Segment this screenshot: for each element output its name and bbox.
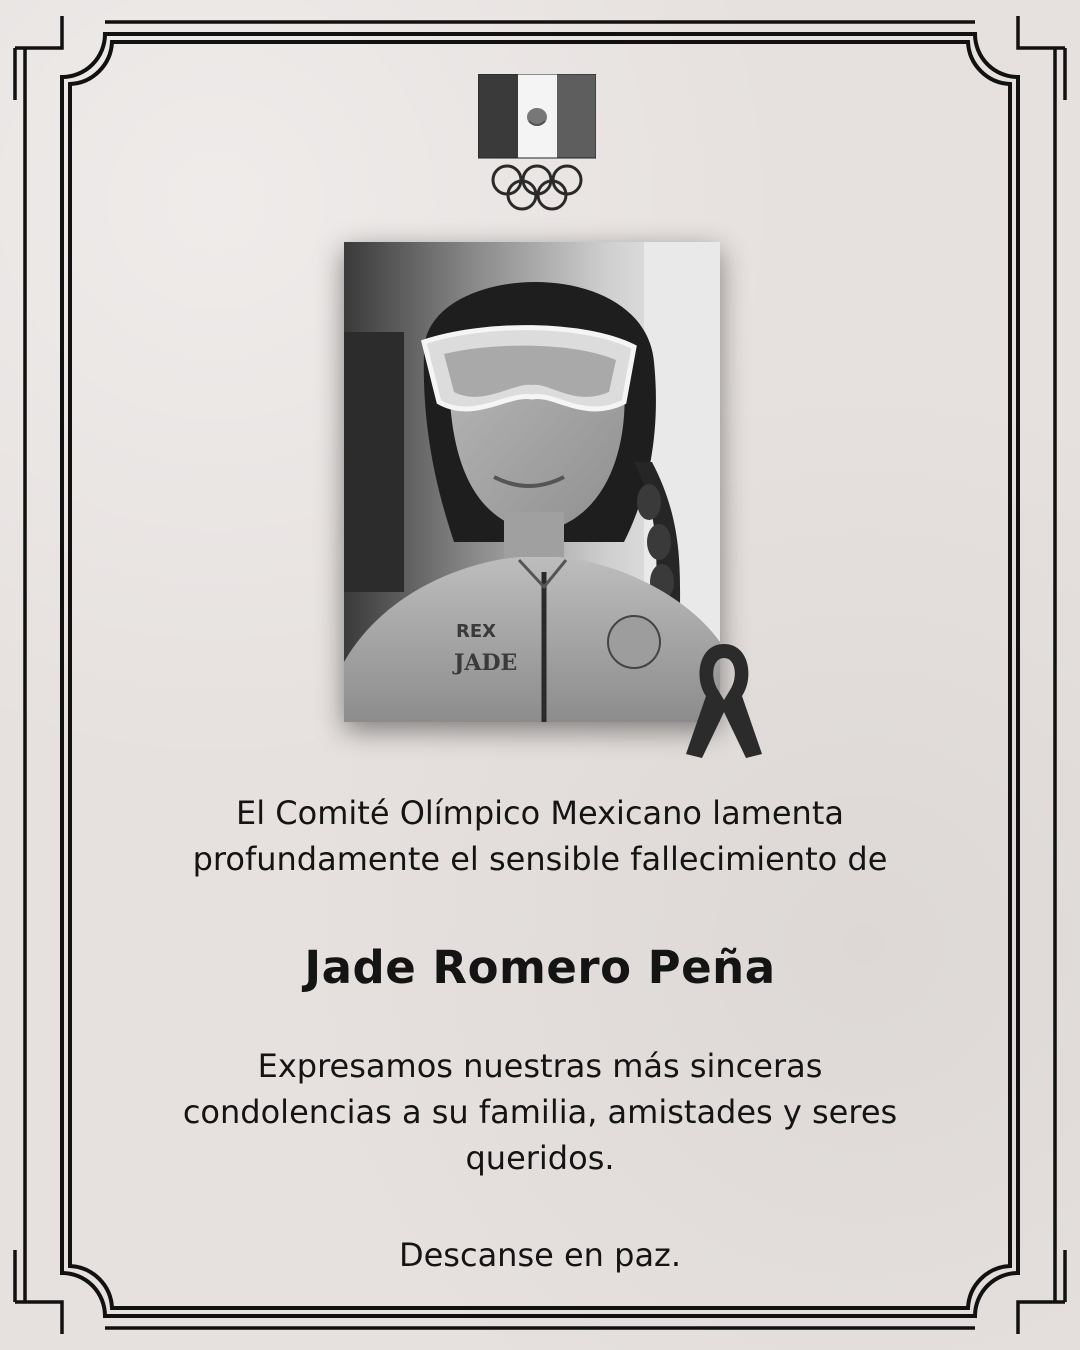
condolences-line-3: queridos. [465,1139,615,1177]
portrait-illustration [344,242,720,722]
closing-text: Descanse en paz. [398,1236,682,1274]
jersey-text-rex: REX [456,621,497,642]
mourning-ribbon-icon [678,634,770,768]
olympic-rings-icon [493,166,581,209]
mexican-flag-icon [478,74,596,158]
condolences-line-1: Expresamos nuestras más sinceras [257,1047,823,1085]
condolences-text [100,1043,980,1181]
intro-line-1: El Comité Olímpico Mexicano lamenta [236,794,844,832]
deceased-name: Jade Romero Peña [304,941,776,994]
intro-text [100,790,980,882]
jersey-text-jade: JADE [454,650,518,676]
portrait-photo [344,242,720,722]
mexican-olympic-emblem [478,74,596,214]
condolences-line-2: condolencias a su familia, amistades y seres [182,1093,898,1131]
intro-line-2: profundamente el sensible fallecimiento de [192,840,888,878]
